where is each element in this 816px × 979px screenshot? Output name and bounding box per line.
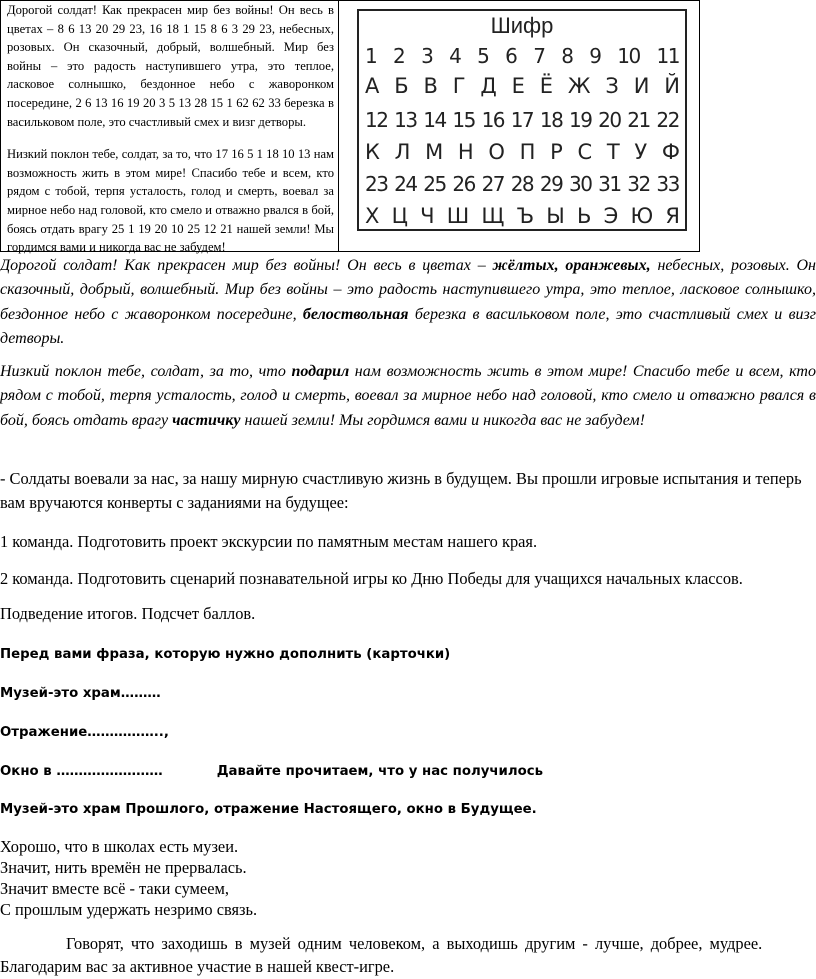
cipher-row-letters-3 xyxy=(365,203,679,229)
cipher-cell: Ц xyxy=(391,204,407,228)
cipher-cell: Ч xyxy=(420,204,434,228)
cipher-cell: Р xyxy=(550,140,562,164)
cipher-cell: 2 xyxy=(393,44,405,68)
cipher-cell: Ы xyxy=(546,204,564,228)
decoded-word: подарил xyxy=(291,363,350,380)
poem-line: Значит, нить времён не прервалась. xyxy=(0,858,247,877)
cipher-cell: Л xyxy=(394,140,410,164)
encoded-letter-paragraph-2: Низкий поклон тебе, солдат, за то, что 17 16 5 1 18 10 13 нам возможность жить в этом мире! Спасибо тебе и всем, кто рядом с тобой, терпя усталость, голод и смерть, воевал за мирное небо над головой, кто смело и отважно рвался в бой, боясь отдать врагу 25 1 19 20 10 25 12 21 нашей земли! Мы гордимся вами и никогда вас не забудем! xyxy=(7,147,334,255)
cipher-cell: 26 xyxy=(452,172,475,196)
cipher-cell: 29 xyxy=(539,172,563,196)
poem-line: С прошлым удержать незримо связь. xyxy=(0,900,258,919)
card-window: Окно в …………………… xyxy=(0,764,163,779)
cipher-cell: Ж xyxy=(567,74,590,98)
cipher-cell: Ъ xyxy=(516,204,534,228)
poem-line: Хорошо, что в школах есть музеи. xyxy=(0,837,239,856)
decoded-word: жёлтых, оранжевых, xyxy=(492,257,651,274)
cipher-cell: Ю xyxy=(630,204,653,228)
cipher-cell: 5 xyxy=(477,44,489,68)
cipher-cell: Ш xyxy=(446,204,469,228)
cipher-cell: 17 xyxy=(510,108,534,132)
cipher-cell: 27 xyxy=(481,172,505,196)
letter-cipher-table xyxy=(0,0,700,255)
cipher-cell: Ь xyxy=(576,204,591,228)
cipher-cell: 10 xyxy=(617,44,640,68)
cipher-cell: И xyxy=(633,74,649,98)
text-run: Дорогой солдат! Как прекрасен мир без войны! Он весь в цветах – xyxy=(0,257,493,274)
cipher-cell: П xyxy=(519,140,535,164)
cipher-cell: Э xyxy=(603,204,618,228)
cipher-cell: 15 xyxy=(452,108,475,132)
cipher-cell: Й xyxy=(664,74,679,98)
cipher-row-numbers-2 xyxy=(365,107,679,133)
cipher-cell: 14 xyxy=(423,108,446,132)
card-window-line xyxy=(0,762,816,782)
text-run: березка в васильковом поле, это счастливый смех и визг детворы. xyxy=(0,305,816,347)
cipher-cell: 32 xyxy=(627,172,650,196)
cipher-cell: Б xyxy=(394,74,408,98)
cipher-cell: 12 xyxy=(365,108,388,132)
cipher-cell: 30 xyxy=(568,172,592,196)
decoded-word: частичку xyxy=(172,411,241,429)
thanks-line: Благодарим вас за активное участие в нашей квест-игре. xyxy=(0,957,395,976)
team-1-task: 1 команда. Подготовить проект экскурсии по памятным местам нашего края. xyxy=(0,532,538,551)
cipher-cell: Х xyxy=(365,204,379,228)
cipher-cell: 7 xyxy=(533,44,545,68)
full-phrase: Музей-это храм Прошлого, отражение Настоящего, окно в Будущее. xyxy=(0,802,537,817)
cipher-cell: Ё xyxy=(539,74,553,98)
card-museum-temple: Музей-это храм……… xyxy=(0,686,161,701)
text-run: нам возможность жить в этом мире! Спасибо тебе и всем, кто рядом с тобой, терпя усталость, голод и смерть, воевал за мирное небо над головой, кто смело и отважно рвался в бой, боясь отдать врагу xyxy=(0,363,816,429)
team-2-task: 2 команда. Подготовить сценарий познавательной игры ко Дню Победы для учащихся начальных классов. xyxy=(0,569,743,588)
cipher-cell: 21 xyxy=(627,108,650,132)
cipher-cell: Н xyxy=(457,140,473,164)
cipher-cell: 33 xyxy=(656,172,679,196)
cipher-cell: 28 xyxy=(510,172,534,196)
cipher-cell: 3 xyxy=(421,44,433,68)
cipher-cell: 22 xyxy=(656,108,679,132)
cipher-cell: 4 xyxy=(449,44,461,68)
cipher-cell: 8 xyxy=(561,44,573,68)
cipher-cell: О xyxy=(488,140,504,164)
cipher-cell: 25 xyxy=(423,172,446,196)
closing-line: Говорят, что заходишь в музей одним человеком, а выходишь другим - лучше, добрее, мудрее. xyxy=(66,934,763,953)
cipher-row-numbers-3 xyxy=(365,171,679,197)
cipher-cell: М xyxy=(425,140,443,164)
cipher-cell: 31 xyxy=(598,172,621,196)
cipher-cell: Щ xyxy=(481,204,504,228)
cipher-cell: 6 xyxy=(505,44,517,68)
cipher-cell: 23 xyxy=(365,172,388,196)
decoded-letter-paragraph-1 xyxy=(0,254,816,351)
cipher-cell: Я xyxy=(665,204,679,228)
soldiers-paragraph: - Солдаты воевали за нас, за нашу мирную счастливую жизнь в будущем. Вы прошли игровые испытания и теперь вам вручаются конверты с заданиями на будущее: xyxy=(0,469,802,512)
text-run: нашей земли! Мы гордимся вами и никогда вас не забудем! xyxy=(240,411,645,429)
encoded-letter-cell xyxy=(1,1,339,255)
cipher-cell: Д xyxy=(480,74,496,98)
cipher-card xyxy=(357,9,687,231)
cipher-cell: 16 xyxy=(481,108,505,132)
cipher-cell: Ф xyxy=(661,140,679,164)
cipher-cell: 1 xyxy=(365,44,377,68)
cipher-row-letters-2 xyxy=(365,139,679,165)
cipher-cell: 18 xyxy=(539,108,563,132)
decoded-letter-paragraph-2 xyxy=(0,360,816,433)
cipher-cell: У xyxy=(634,140,647,164)
cipher-cell: Е xyxy=(511,74,524,98)
cipher-cell: 11 xyxy=(656,44,679,68)
cipher-cell: Г xyxy=(452,74,465,98)
card-reflection: Отражение…………….., xyxy=(0,725,169,740)
cipher-title: Шифр xyxy=(490,13,554,38)
text-run: Низкий поклон тебе, солдат, за то, что xyxy=(0,363,292,380)
cipher-cell: В xyxy=(423,74,437,98)
poem xyxy=(0,836,816,920)
lets-read-line: Давайте прочитаем, что у нас получилось xyxy=(216,764,544,779)
summary-line: Подведение итогов. Подсчет баллов. xyxy=(0,604,256,623)
cipher-cell: С xyxy=(577,140,592,164)
cipher-cell: К xyxy=(365,140,379,164)
cipher-cell: Т xyxy=(606,140,619,164)
cipher-row-numbers-1 xyxy=(365,43,679,69)
encoded-letter-paragraph-1: Дорогой солдат! Как прекрасен мир без войны! Он весь в цветах – 8 6 13 20 29 23, 16 18 1 15 8 6 3 29 23, небесных, розовых. Он сказочный, добрый, волшебный. Мир без войны – это радость наступившего утра, это теплое, ласковое солнышко, бездонное небо с жаворонком посередине, 2 6 13 16 19 20 3 5 13 28 15 1 62 62 33 березка в васильковом поле, это счастливый смех и визг детворы. xyxy=(7,3,334,129)
cipher-cell: А xyxy=(365,74,379,98)
cipher-cell: 19 xyxy=(568,108,592,132)
cipher-cell: 24 xyxy=(394,172,417,196)
cipher-cell: 9 xyxy=(589,44,601,68)
cipher-cell: З xyxy=(605,74,618,98)
cipher-cell: 20 xyxy=(598,108,621,132)
text-run: небесных, розовых. Он сказочный, добрый, волшебный. Мир без войны – это радость наступившего утра, это теплое, ласковое солнышко, бездонное небо с жаворонком посередине, xyxy=(0,257,816,323)
cipher-cell: 13 xyxy=(394,108,417,132)
decoded-word: белоствольная xyxy=(302,305,409,323)
cipher-row-letters-1 xyxy=(365,73,679,99)
phrase-intro: Перед вами фраза, которую нужно дополнить (карточки) xyxy=(0,647,451,662)
poem-line: Значит вместе всё - таки сумеем, xyxy=(0,879,229,898)
